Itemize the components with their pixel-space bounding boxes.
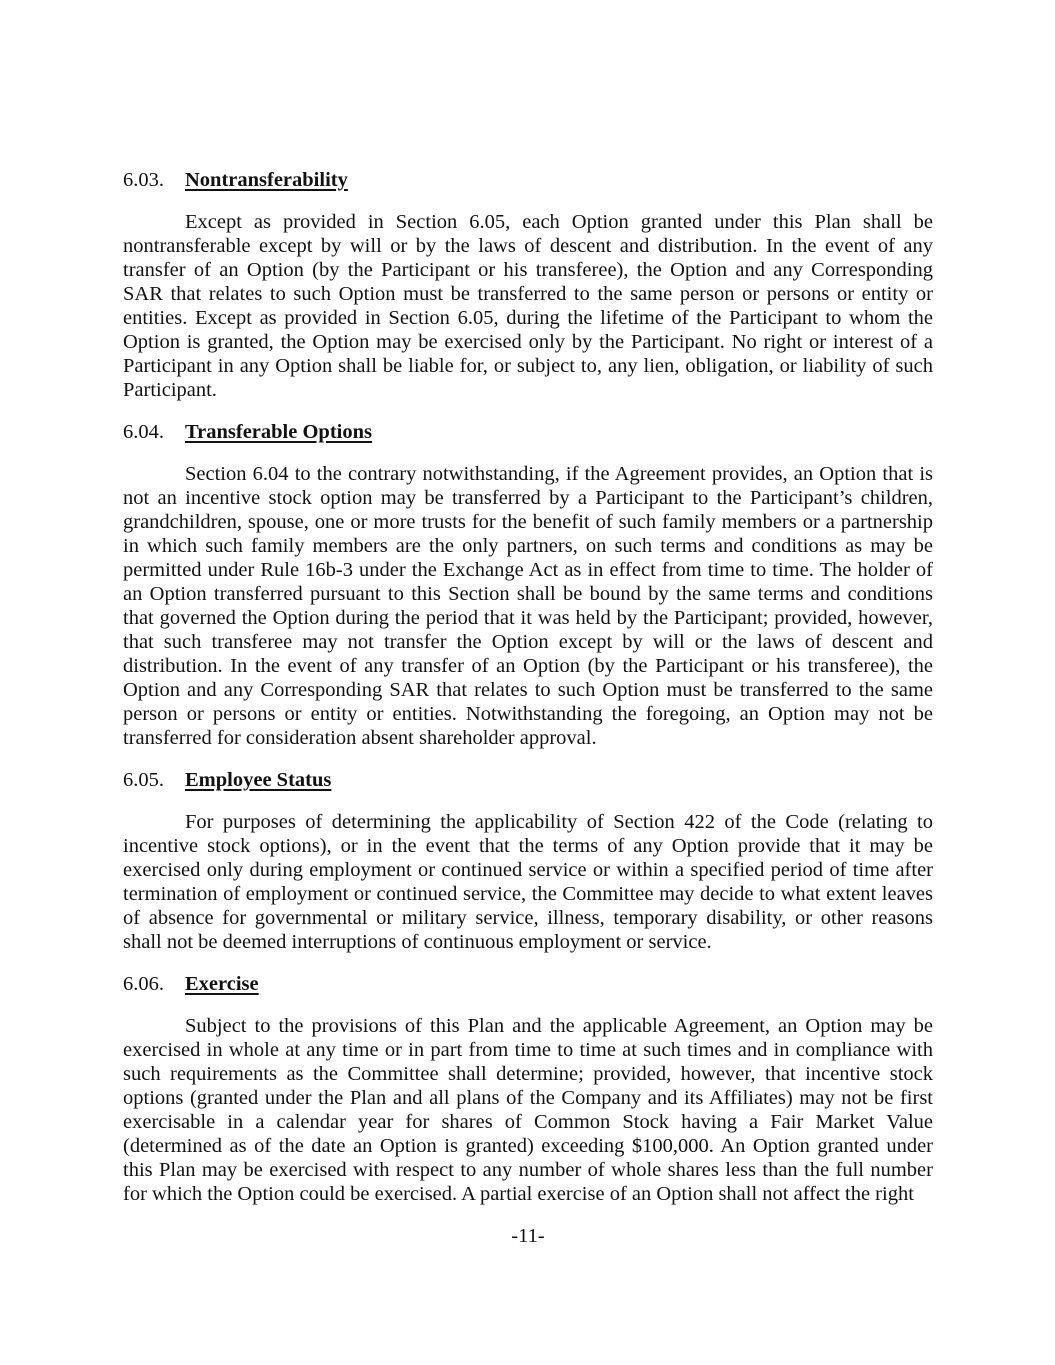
section-title: Nontransferability (185, 169, 348, 191)
section-6-06 (123, 972, 933, 1206)
section-paragraph: For purposes of determining the applicability of Section 422 of the Code (relating to incentive stock options), or in the event that the terms of any Option provide that it may be exercised only during employment or continued service or within a specified period of time after termination of employment or continued service, the Committee may decide to what extent leaves of absence for governmental or military service, illness, temporary disability, or other reasons shall not be deemed interruptions of continuous employment or service. (123, 811, 933, 953)
section-number: 6.05. (123, 769, 164, 791)
section-paragraph: Except as provided in Section 6.05, each Option granted under this Plan shall be nontransferable except by will or by the laws of descent and distribution. In the event of any transfer of an Option (by the Participant or his transferee), the Option and any Corresponding SAR that relates to such Option must be transferred to the same person or persons or entity or entities. Except as provided in Section 6.05, during the lifetime of the Participant to whom the Option is granted, the Option may be exercised only by the Participant. No right or interest of a Participant in any Option shall be liable for, or subject to, any lien, obligation, or liability of such Participant. (123, 211, 933, 401)
page-footer (123, 1224, 933, 1248)
section-heading (123, 168, 933, 192)
section-paragraph: Section 6.04 to the contrary notwithstanding, if the Agreement provides, an Option that is not an incentive stock option may be transferred by a Participant to the Participant’s children, grandchildren, spouse, one or more trusts for the benefit of such family members or a partnership in which such family members are the only partners, on such terms and conditions as may be permitted under Rule 16b-3 under the Exchange Act as in effect from time to time. The holder of an Option transferred pursuant to this Section shall be bound by the same terms and conditions that governed the Option during the period that it was held by the Participant; provided, however, that such transferee may not transfer the Option except by will or the laws of descent and distribution. In the event of any transfer of an Option (by the Participant or his transferee), the Option and any Corresponding SAR that relates to such Option must be transferred to the same person or persons or entity or entities. Notwithstanding the foregoing, an Option may not be transferred for consideration absent shareholder approval. (123, 463, 933, 749)
section-6-05 (123, 768, 933, 954)
section-6-03 (123, 168, 933, 402)
section-title: Transferable Options (185, 421, 372, 443)
section-number: 6.06. (123, 973, 164, 995)
section-heading (123, 972, 933, 996)
section-title: Exercise (185, 973, 259, 995)
section-title: Employee Status (185, 769, 332, 791)
section-heading (123, 768, 933, 792)
section-heading (123, 420, 933, 444)
section-number: 6.03. (123, 169, 164, 191)
section-number: 6.04. (123, 421, 164, 443)
section-6-04 (123, 420, 933, 750)
section-paragraph: Subject to the provisions of this Plan and the applicable Agreement, an Option may be exercised in whole at any time or in part from time to time at such times and in compliance with such requirements as the Committee shall determine; provided, however, that incentive stock options (granted under the Plan and all plans of the Company and its Affiliates) may not be first exercisable in a calendar year for shares of Common Stock having a Fair Market Value (determined as of the date an Option is granted) exceeding $100,000. An Option granted under this Plan may be exercised with respect to any number of whole shares less than the full number for which the Option could be exercised. A partial exercise of an Option shall not affect the right (123, 1015, 933, 1205)
page-number: -11- (511, 1225, 545, 1247)
